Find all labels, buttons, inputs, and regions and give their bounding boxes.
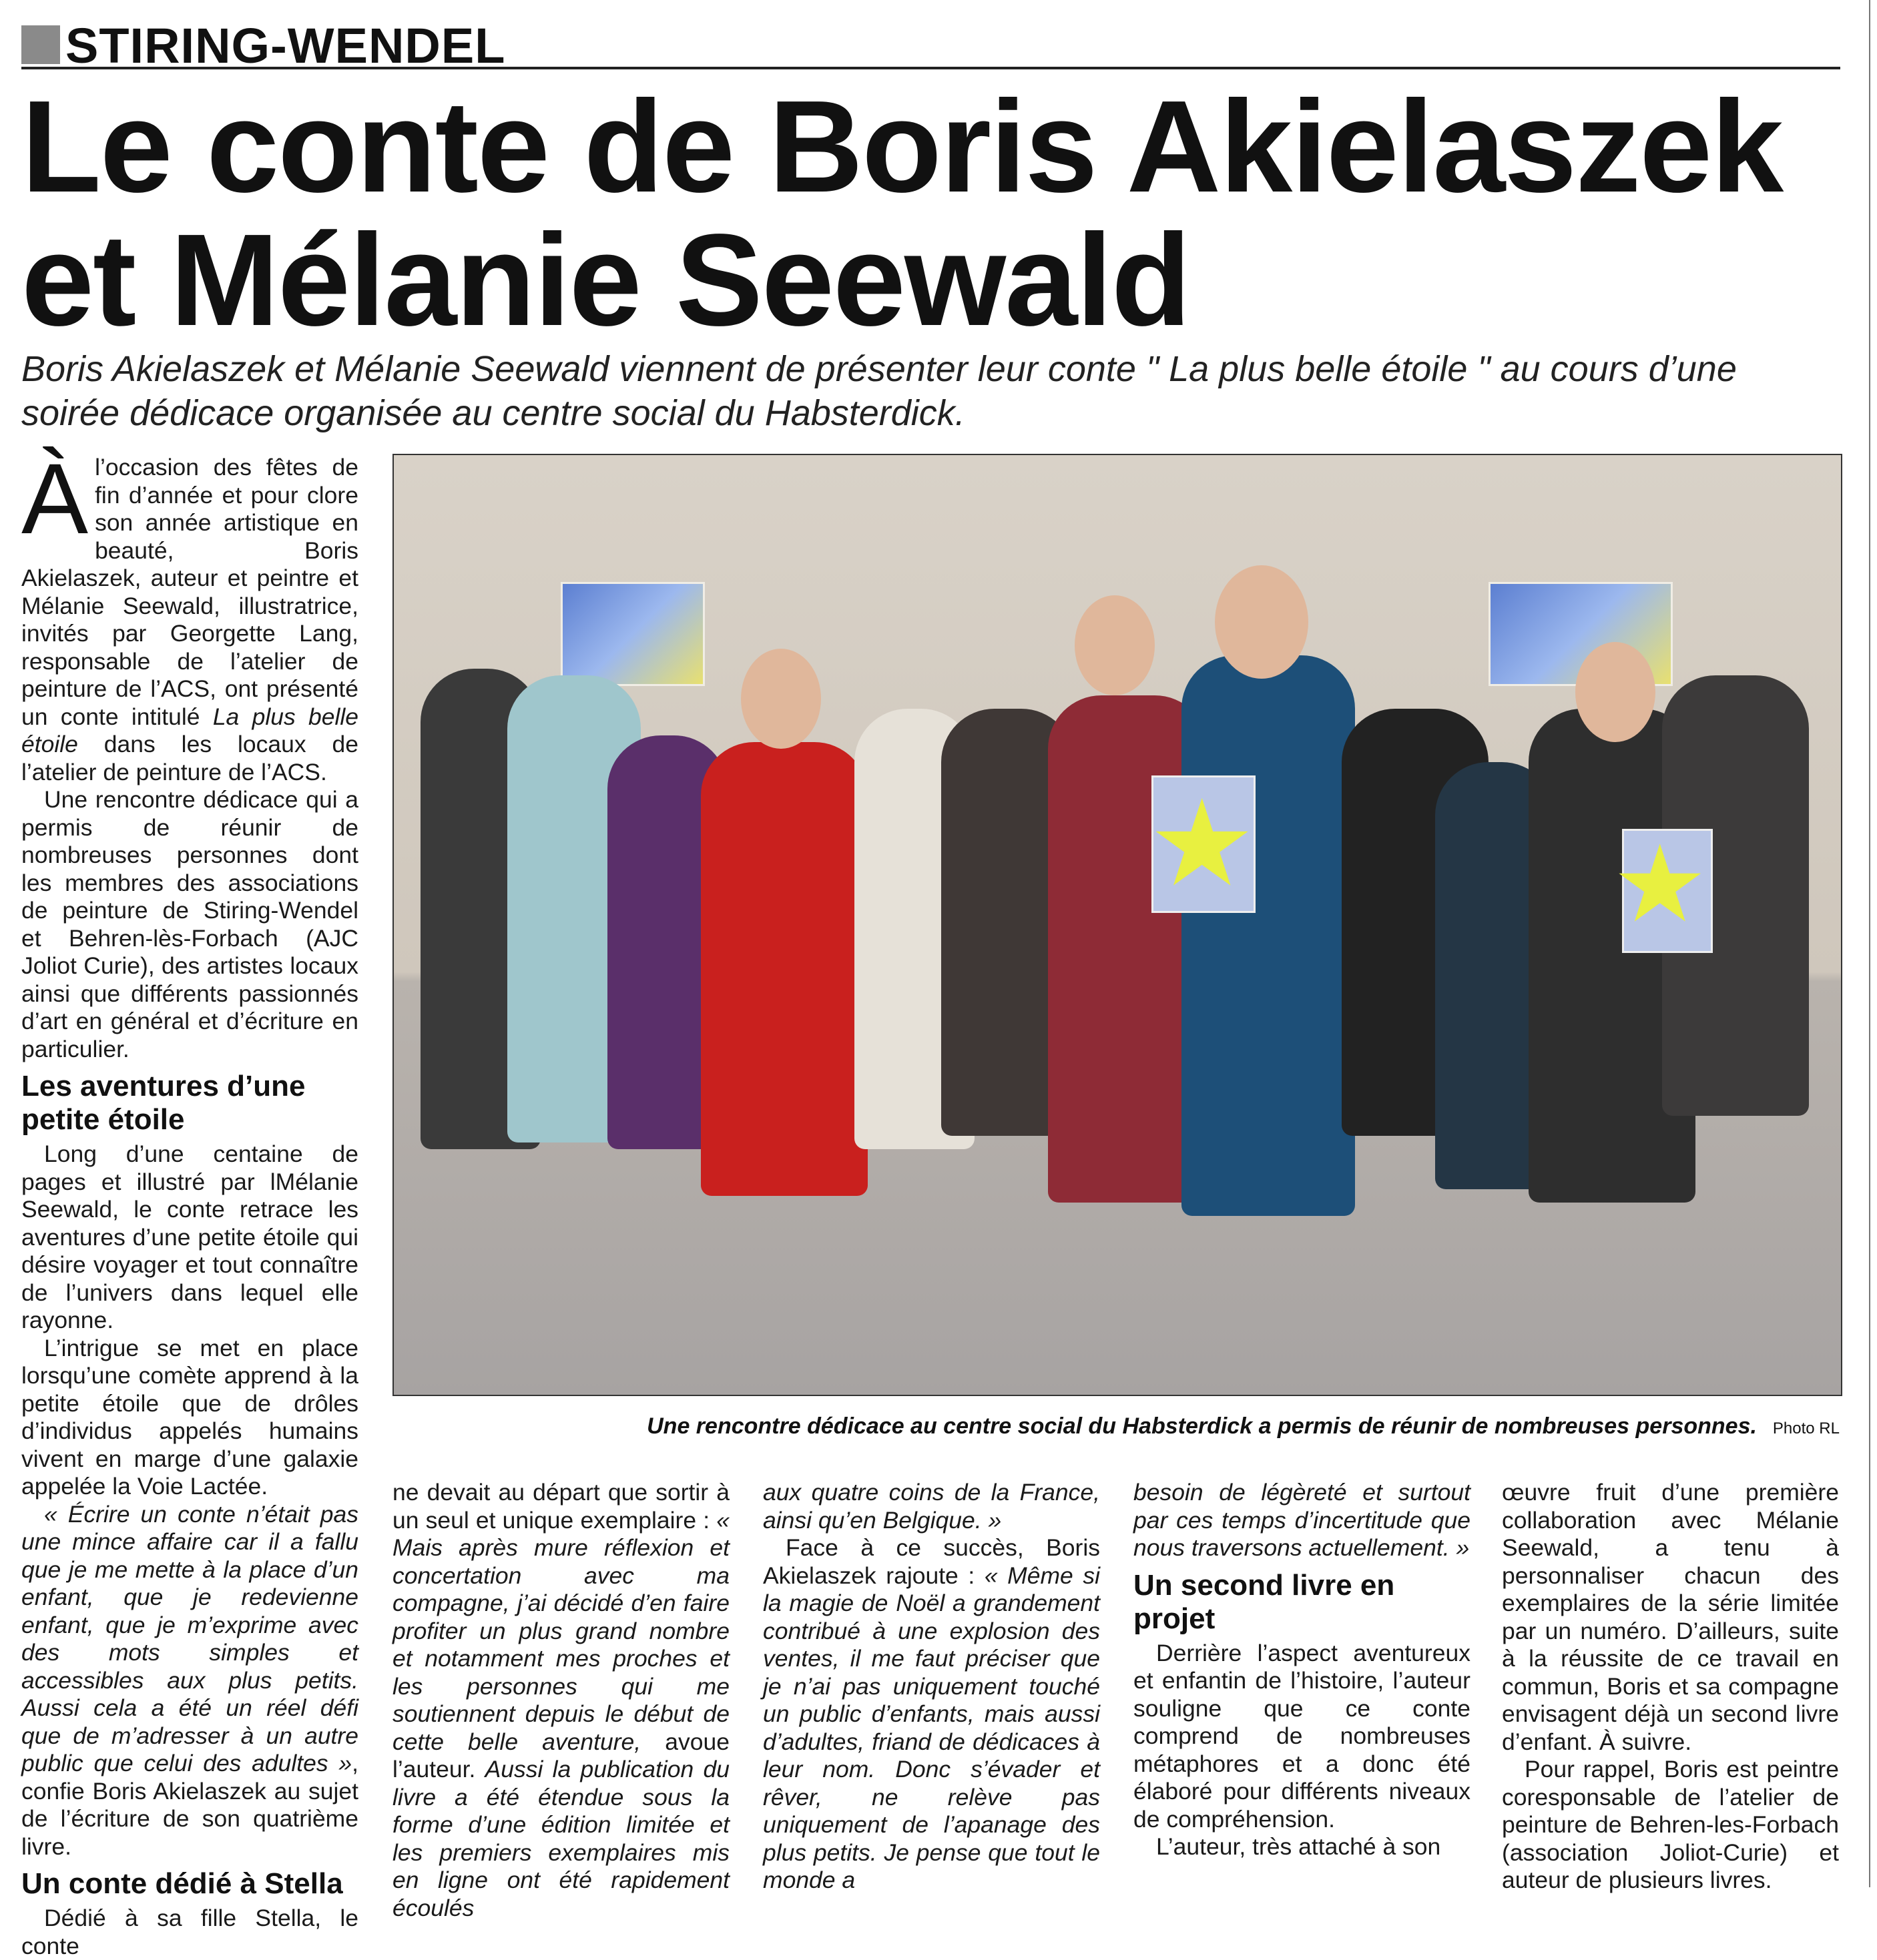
headline-line-1: Le conte de Boris Akielaszek [21,73,1783,220]
column-3 [763,1479,1100,1895]
column-5 [1502,1479,1839,1895]
paragraph: aux quatre coins de la France, ainsi qu’en Belgique. » [763,1479,1100,1534]
person [701,742,868,1196]
paragraph: Àl’occasion des fêtes de fin d’année et pour clore son année artistique en beauté, Boris Akielaszek, auteur et peintre et Mélanie Seewald, illustratrice, invités par Georgette Lang, responsable de l’atelier de peinture de l’ACS, ont présenté un conte intitulé La plus belle étoile dans les locaux de l’atelier de peinture de l’ACS. [21,442,358,785]
paragraph: ne devait au départ que sortir à un seul et unique exemplaire : « Mais après mure réflexion et concertation avec ma compagne, j’ai décidé d’en faire profiter un plus grand nombre et notamment mes proches et les personnes qui me soutiennent depuis le début de cette belle aventure, avoue l’auteur. Aussi la publication du livre a été étendue sous la forme d’une édition limitée et les premiers exemplaires mis en ligne ont été rapidement écoulés [392,1479,730,1921]
column-4 [1133,1479,1470,1861]
section-label: STIRING-WENDEL [65,18,506,73]
chapo: Boris Akielaszek et Mélanie Seewald viennent de présenter leur conte " La plus belle étoile " au cours d’une soirée dédicace organisée au centre social du Habsterdick. [21,349,1737,433]
subheading: Un second livre en projet [1133,1568,1395,1635]
paragraph: Derrière l’aspect aventureux et enfantin de l’histoire, l’auteur souligne que ce conte comprend de nombreuses métaphores et a donc été élaboré pour différents niveaux de compréhension. [1133,1639,1470,1833]
book-cover [1148,774,1256,914]
group-photo [392,454,1842,1396]
photo-caption [392,1413,1840,1439]
star-icon: ★ [1148,774,1256,914]
face [1215,565,1308,679]
paragraph: Dédié à sa fille Stella, le conte [21,1905,358,1959]
caption-text: Une rencontre dédicace au centre social du Habsterdick a permis de réunir de nombreuses personnes. [647,1413,1757,1439]
person-boris-akielaszek [1181,655,1355,1216]
paragraph: Une rencontre dédicace qui a permis de réunir de nombreuses personnes dont les membres des associations de peinture de Stiring-Wendel et Behren-lès-Forbach (AJC Joliot Curie), des artistes locaux ainsi que différents passionnés d’art en général et d’écriture en particulier. [21,786,358,1062]
headline [21,73,1824,353]
paragraph: Long d’une centaine de pages et illustré par lMélanie Seewald, le conte retrace les aventures d’une petite étoile qui désire voyager et tout connaître de l’univers dans lequel elle rayonne. [21,1140,358,1333]
section-header [21,18,1840,73]
paragraph: besoin de légèreté et surtout par ces temps d’incertitude que nous traversons actuellement. » [1133,1479,1470,1561]
adjacent-page-edge [1869,0,1877,1887]
column-2 [392,1479,730,1922]
star-icon: ★ [1612,822,1708,946]
face [1575,642,1655,742]
paragraph: œuvre fruit d’une première collaboration avec Mélanie Seewald, a tenu à personnaliser chacun des exemplaires de la série limitée par un numéro. D’ailleurs, suite à la réussite de ce travail en commun, Boris et sa compagne envisagent déjà un second livre d’enfant. À suivre. [1502,1479,1839,1755]
paragraph: Face à ce succès, Boris Akielaszek rajoute : « Même si la magie de Noël a grandement contribué à une explosion des ventes, il me faut préciser que je n’ai pas uniquement touché un public d’enfants, mais aussi d’adultes, friand de dédicaces à leur nom. Donc s’évader et rêver, ne relève pas uniquement de l’apanage des plus petits. Je pense que tout le monde a [763,1534,1100,1893]
drop-cap: À [21,442,89,555]
paragraph: « Écrire un conte n’était pas une mince affaire car il a fallu que je me mette à la place d’un enfant, que je redevienne enfant, que je m’exprime avec des mots simples et accessibles aux plus petits. Aussi cela a été un réel défi que de m’adresser à un autre public que celui des adultes », confie Boris Akielaszek au sujet de l’écriture de son quatrième livre. [21,1500,358,1860]
photo-credit: Photo RL [1772,1419,1840,1437]
subheading: Les aventures d’une petite étoile [21,1070,306,1136]
face [741,649,821,749]
face [1075,595,1155,695]
paragraph: L’intrigue se met en place lorsqu’une comète apprend à la petite étoile que de drôles d’individus appelés humains vivent en marge d’une galaxie appelée la Voie Lactée. [21,1334,358,1500]
wall-painting-left [561,582,705,686]
column-1 [21,442,358,1960]
section-marker [21,25,60,64]
headline-line-2: et Mélanie Seewald [21,207,1190,353]
book-cover [1612,822,1713,953]
subheading: Un conte dédié à Stella [21,1867,343,1900]
paragraph: Pour rappel, Boris est peintre coresponsable de l’atelier de peinture de Behren-les-Forbach (association Joliot-Curie) et auteur de plusieurs livres. [1502,1756,1839,1893]
paragraph: L’auteur, très attaché à son [1156,1833,1441,1860]
